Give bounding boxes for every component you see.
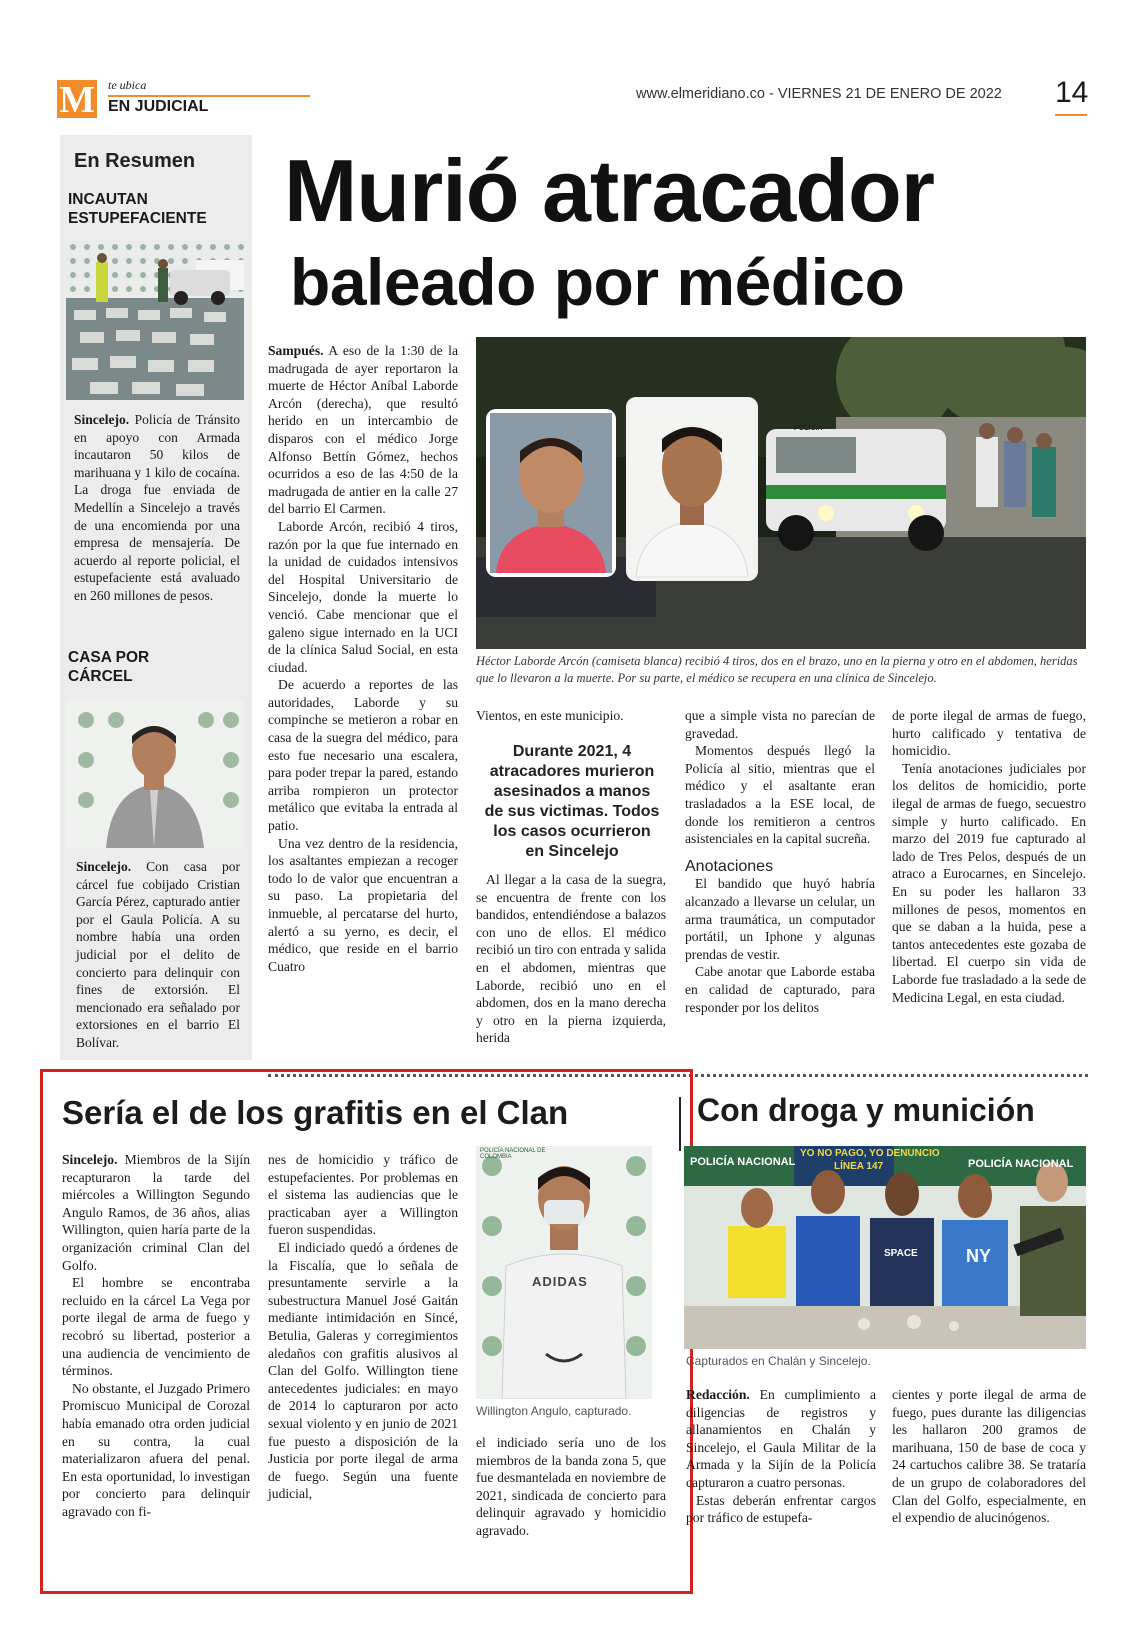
story3-headline: Con droga y munición bbox=[697, 1092, 1035, 1128]
assailant-portrait bbox=[490, 413, 612, 573]
main-story-paragraph: El bandido que huyó habría alcanzado a llevarse un celular, un arma traumática, un computador portátil, un Iphone y algunas prendas de vestir. bbox=[685, 876, 875, 962]
story2-paragraph: el indiciado sería uno de los miembros de la banda zona 5, que fue desmantelada en noviembre de 2021, sindicada de concierto para delinquir agravado y homicidio agravado. bbox=[476, 1435, 666, 1538]
hotline-banner-text: YO NO PAGO, YO DENUNCIO bbox=[800, 1148, 940, 1159]
captured-man-photo bbox=[476, 1146, 652, 1399]
shirt-text: ADIDAS bbox=[532, 1274, 588, 1289]
sidebar-item1-headline: INCAUTAN ESTUPEFACIENTE bbox=[68, 191, 207, 227]
main-story-paragraph: Al llegar a la casa de la suegra, se encuentra de frente con los bandidos, entendiéndose a balazos con uno de ellos. El médico recibió un tiro con entrada y salida en el abdomen, mientras que Laborde, recibió uno en el abdomen, dos en la mano derecha y otro en la pierna izquierda, herida bbox=[476, 872, 666, 1046]
main-story-column-2 bbox=[476, 707, 666, 725]
main-story-column-2b bbox=[476, 871, 666, 1047]
main-story-column-1 bbox=[268, 342, 458, 975]
page-number-rule bbox=[1055, 114, 1087, 116]
sidebar-item1-body: Policía de Tránsito en apoyo con Armada incautaron 50 kilos de marihuana y 1 kilo de cocaína. La droga fue enviada de Medellín a Sincelejo a través de una encomienda por una empresa de mensajería. De acuerdo al reporte policial, el estupefaciente está avaluado en 260 millones de pesos. bbox=[74, 412, 240, 603]
deceased-portrait bbox=[630, 401, 754, 577]
main-story-paragraph: Momentos después llegó la Policía al sitio, mientras que el médico y el asaltante eran trasladados a la ESE local, de donde los remitieron a centros asistenciales en la capital sucreña. bbox=[685, 743, 875, 847]
story2-paragraph: No obstante, el Juzgado Primero Promiscuo Municipal de Corozal había emanado otra orden judicial en su contra, la cual materializaron afuera del penal. En esta oportunidad, lo investigan por concierto para delinquir agravado con fi- bbox=[62, 1380, 250, 1519]
story2-column-2 bbox=[268, 1151, 458, 1503]
hotline-number-text: LÍNEA 147 bbox=[834, 1161, 884, 1172]
main-story-paragraph: Laborde Arcón, recibió 4 tiros, razón por la que fue internado en la unidad de cuidados intensivos del Hospital Universitario de Sincelejo, donde la muerte lo venció. Cabe mencionar que el galeno sigue internado en la UCI de la clínica Salud Social, en esta ciudad. bbox=[268, 518, 458, 675]
main-story-paragraph: Tenía anotaciones judiciales por los delitos de homicidio, porte ilegal de armas de fuego, secuestro simple y hurto calificado. En marzo del 2019 fue capturado al lado de Tres Pelos, después de un atraco a Eurocarnes, en Sincelejo. En su poder les hallaron 33 millones de pesos, momentos en que se daban a la huida, pese a tantos antecedentes este gozaba de libertad. El cuerpo sin vida de Laborde fue trasladado a la sede de Medicina Legal, en esta ciudad. bbox=[892, 760, 1086, 1005]
captured-group-photo bbox=[684, 1146, 1086, 1349]
main-story-paragraph: que a simple vista no parecían de gravedad. bbox=[685, 708, 875, 741]
page-number: 14 bbox=[1055, 76, 1089, 109]
police-banner-text: POLICÍA NACIONAL bbox=[690, 1156, 796, 1168]
story2-photo-caption: Willington Angulo, capturado. bbox=[476, 1404, 632, 1418]
story3-photo-caption: Capturados en Chalán y Sincelejo. bbox=[686, 1354, 871, 1368]
main-story-paragraph: A eso de la 1:30 de la madrugada de ayer reportaron la muerte de Héctor Aníbal Laborde Arcón (derecha), que resultó herido en un intercambio de disparos con el médico Jorge Alfonso Bettín Gómez, hechos ocurridos a eso de las 4:50 de la madrugada de antier en la calle 27 del barrio El Carmen. bbox=[268, 343, 458, 517]
story2-paragraph: El indiciado quedó a órdenes de la Fiscalía, que lo señala de presuntamente servirle a la subestructura Manuel José Gaitán mediante intimidación en Sincé, Betulia, Galeras y corregimientos aledaños con grafitis alusivos al Clan del Golfo. Willington tiene antecedentes judiciales: en mayo de 2014 lo capturaron por acto sexual violento y en junio de 2021 fue puesto a disposición de la Justicia por porte ilegal de arma de fuego. Según una fuente judicial, bbox=[268, 1239, 458, 1502]
dateline: www.elmeridiano.co - VIERNES 21 DE ENERO DE 2022 bbox=[636, 86, 1002, 102]
story2-paragraph: Miembros de la Sijín recapturaron la tarde del miércoles a Willington Segundo Angulo Ramos, de 36 años, alias Willington, quien haría parte de la organización criminal Clan del Golfo. bbox=[62, 1152, 250, 1273]
story2-paragraph: nes de homicidio y tráfico de estupefacientes. Por problemas en el sistema las audiencias que le practicaban ayer a Willington fueron suspendidas. bbox=[268, 1152, 458, 1238]
story2-column-1 bbox=[62, 1151, 250, 1520]
story3-paragraph: cientes y porte ilegal de arma de fuego, pues durante las diligencias les hallaron 200 gramos de marihuana, 150 de base de coca y 24 cartuchos calibre 38. Se trataría de un grupo de colaboradores del Clan del Golfo, especialmente, en el expendio de alucinógenos. bbox=[892, 1387, 1086, 1526]
main-story-lead: Sampués. bbox=[268, 343, 324, 358]
police-banner-text-2: POLICÍA NACIONAL bbox=[968, 1158, 1074, 1170]
story2-paragraph: El hombre se encontraba recluido en la cárcel La Vega por porte ilegal de arma de fuego y recobró su libertad, posterior a una audiencia de vencimiento de términos. bbox=[62, 1275, 250, 1379]
deceased-portrait-frame bbox=[626, 397, 758, 581]
main-story-column-4 bbox=[892, 707, 1086, 1006]
story3-paragraph: En cumplimiento a diligencias de registros y allanamientos en Chalán y Sincelejo, el Gaula Militar de la Armada y la Sijín de la Policía capturaron a cuatro personas. bbox=[686, 1387, 876, 1490]
story2-lead: Sincelejo. bbox=[62, 1152, 118, 1167]
sidebar-item2-body: Con casa por cárcel fue cobijado Cristian García Pérez, capturado antier por el Gaula Policía. A su nombre había una orden judicial por el delito de concierto para delinquir con fines de extorsión. El mencionado era señalado por extorsiones en el barrio El Bolívar. bbox=[76, 859, 240, 1050]
story3-column-1 bbox=[686, 1386, 876, 1527]
main-photo-caption: Héctor Laborde Arcón (camiseta blanca) recibió 4 tiros, dos en el brazo, uno en la pierna y otro en el abdomen, heridas que lo llevaron a la muerte. Por su parte, el médico se recupera en una clínica de Sincelejo. bbox=[476, 654, 1078, 685]
main-headline-line2: baleado por médico bbox=[290, 245, 905, 319]
story3-paragraph: Estas deberán enfrentar cargos por tráfico de estupefa- bbox=[686, 1492, 876, 1526]
sidebar-item2-lead: Sincelejo. bbox=[76, 859, 132, 874]
shirt-logo-ny: NY bbox=[966, 1246, 992, 1266]
main-headline-line1: Murió atracador bbox=[284, 141, 935, 240]
main-story-column-3 bbox=[685, 707, 875, 1016]
story2-column-3 bbox=[476, 1434, 666, 1540]
crime-scene-photo bbox=[476, 337, 1086, 649]
section-tag: te ubica bbox=[108, 78, 147, 92]
shirt-text-space: SPACE bbox=[884, 1248, 918, 1259]
sidebar-item1-lead: Sincelejo. bbox=[74, 412, 130, 427]
headline-separator bbox=[679, 1097, 681, 1151]
sidebar-item1-text bbox=[74, 411, 240, 605]
newspaper-logo: M bbox=[57, 80, 97, 118]
arrested-man-photo bbox=[66, 700, 244, 848]
police-car-label: POLICÍA bbox=[794, 425, 823, 432]
main-story-subhead: Anotaciones bbox=[685, 857, 774, 875]
pull-quote: Durante 2021, 4 atracadores murieron asesinados a manos de sus victimas. Todos los casos ocurrieron en Sincelejo bbox=[484, 743, 660, 860]
sidebar-item2-text bbox=[76, 858, 240, 1052]
story2-headline: Sería el de los grafitis en el Clan bbox=[62, 1094, 569, 1131]
main-story-paragraph: de porte ilegal de armas de fuego, hurto calificado y tentativa de homicidio. bbox=[892, 708, 1086, 759]
section-name: EN JUDICIAL bbox=[108, 98, 209, 115]
main-story-paragraph: Vientos, en este municipio. bbox=[476, 708, 624, 723]
sidebar-item2-headline: CASA POR CÁRCEL bbox=[68, 649, 150, 685]
main-story-paragraph: Cabe anotar que Laborde estaba en calidad de capturado, para responder por los delitos bbox=[685, 964, 875, 1015]
police-backdrop-text: POLICÍA NACIONAL DE COLOMBIA bbox=[480, 1148, 546, 1160]
main-story-paragraph: Una vez dentro de la residencia, los asaltantes empiezan a recoger todo lo de valor que encuentran a su paso. La propietaria del inmueble, al percatarse del hurto, alertó a su yerno, es decir, el médico, que reside en el barrio Cuatro bbox=[268, 835, 458, 974]
main-story-paragraph: De acuerdo a reportes de las autoridades, Laborde y su compinche se metieron a robar en casa de la suegra del médico, para esto fue necesario una escalera, para poder trepar la pared, estando arriba rompieron un protector metálico que evitaba la entrada al patio. bbox=[268, 677, 458, 834]
seized-drugs-photo bbox=[66, 240, 244, 400]
sidebar-title: En Resumen bbox=[74, 150, 196, 172]
section-rule bbox=[108, 95, 310, 97]
story3-lead: Redacción. bbox=[686, 1387, 750, 1402]
story3-column-2 bbox=[892, 1386, 1086, 1527]
victim-portrait-frame bbox=[486, 409, 616, 577]
